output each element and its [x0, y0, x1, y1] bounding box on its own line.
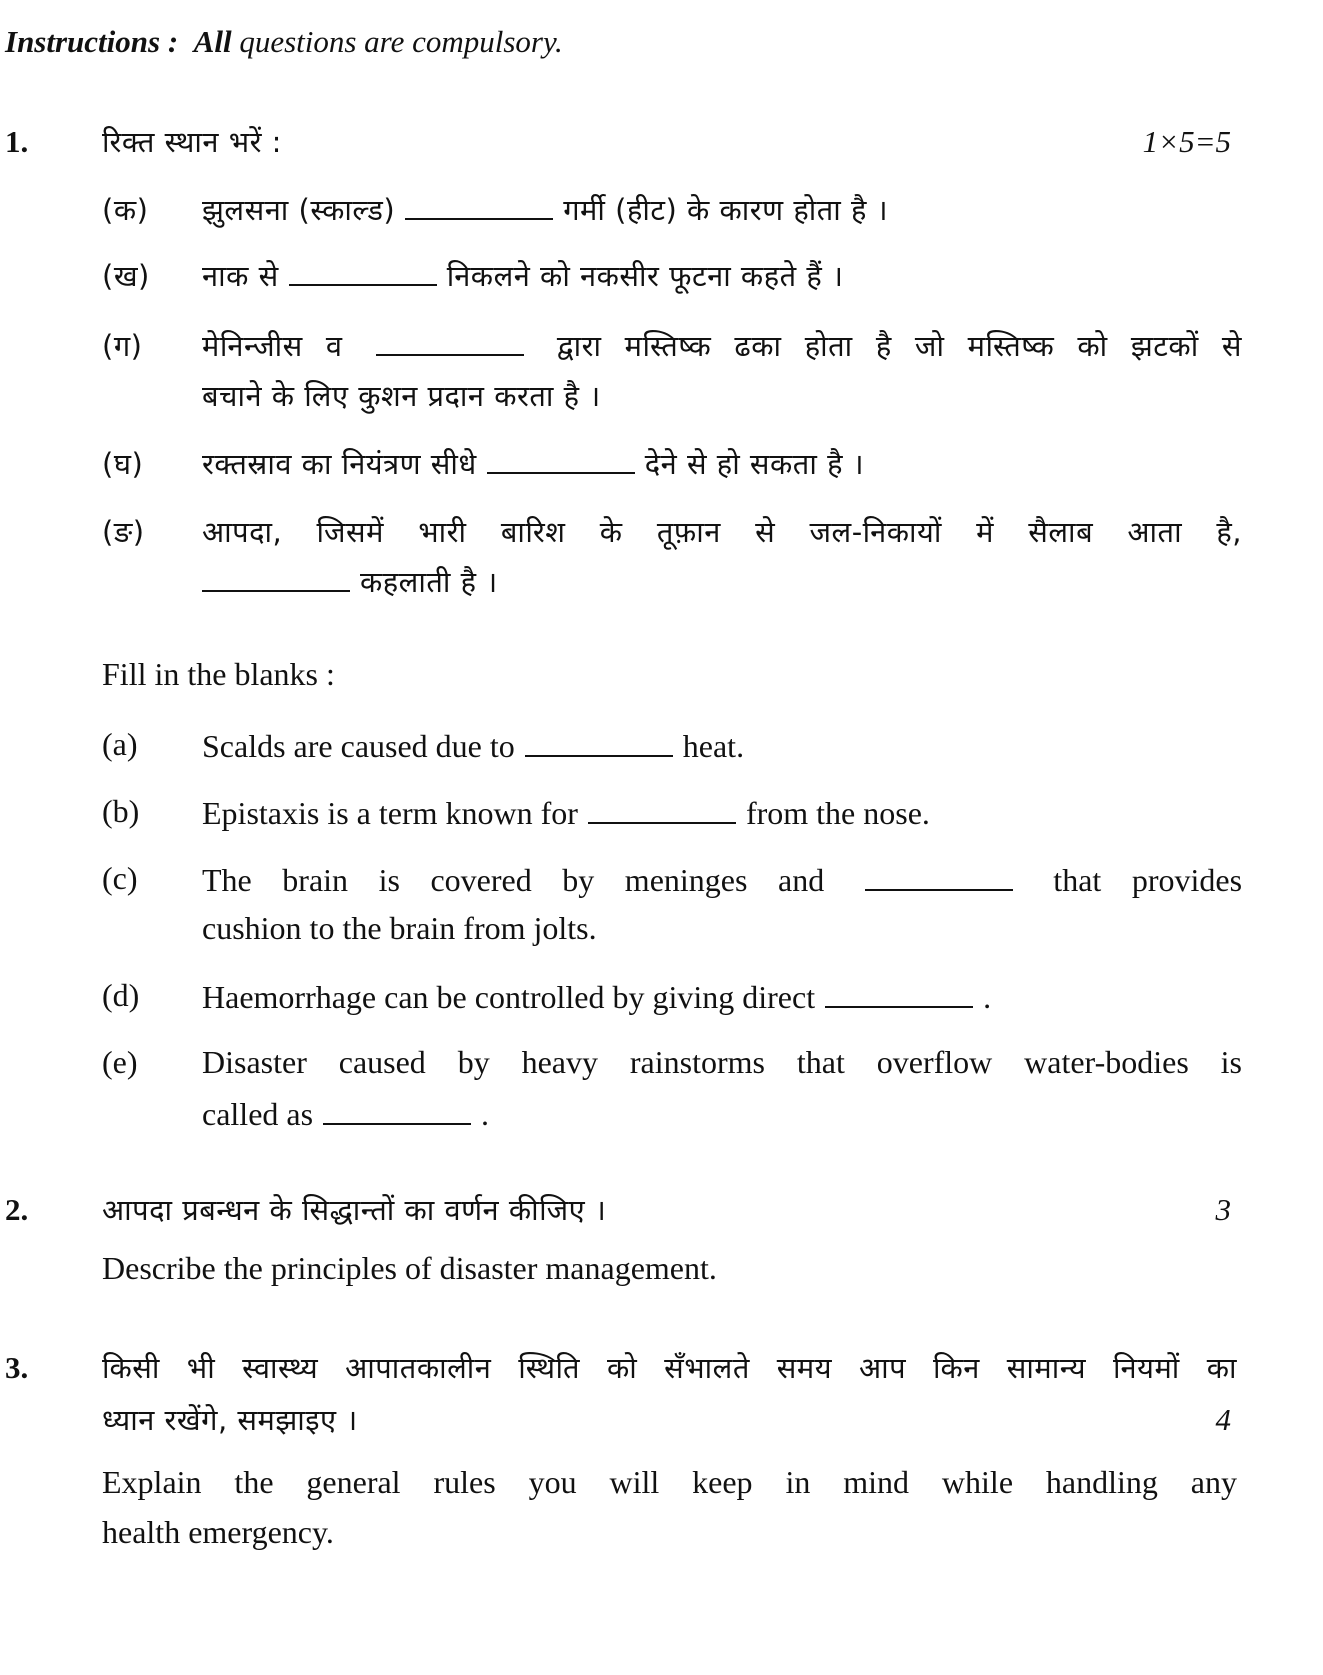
- item-text: .: [983, 978, 992, 1015]
- question-marks: 1×5=5: [1142, 124, 1231, 159]
- item-text: Haemorrhage can be controlled by giving direct: [202, 978, 816, 1015]
- item-text: Epistaxis is a term known for: [202, 794, 578, 831]
- item-text: देने से हो सकता है ।: [644, 447, 865, 481]
- fill-blank-item: [202, 444, 864, 483]
- fill-blank-item: आपदा, जिसमें भारी बारिश के तूफ़ान से जल-निकायों में सैलाब आता है,: [202, 515, 1242, 549]
- answer-blank[interactable]: [202, 564, 350, 592]
- fill-blank-item: [202, 190, 888, 229]
- answer-blank[interactable]: [588, 793, 736, 824]
- question-text-hindi-continued: ध्यान रखेंगे, समझाइए ।: [102, 1403, 358, 1437]
- fill-blank-item: [202, 726, 744, 765]
- answer-blank[interactable]: [865, 860, 1013, 891]
- question-text-hindi: किसी भी स्वास्थ्य आपातकालीन स्थिति को सँभालते समय आप किन सामान्य नियमों का: [102, 1351, 1237, 1385]
- fill-blank-item: [202, 860, 1242, 899]
- question-text-english: Explain the general rules you will keep in mind while handling any: [102, 1464, 1237, 1500]
- item-text: द्वारा मस्तिष्क ढका होता है जो मस्तिष्क को झटकों से: [556, 329, 1242, 363]
- item-label: (e): [102, 1044, 138, 1080]
- answer-blank[interactable]: [289, 258, 437, 286]
- question-marks: 3: [1215, 1192, 1231, 1227]
- answer-blank[interactable]: [487, 446, 635, 474]
- answer-blank[interactable]: [525, 726, 673, 757]
- instructions-text: questions are compulsory.: [239, 24, 563, 59]
- item-text: called as: [202, 1095, 314, 1132]
- fill-blank-item-continued: [202, 1094, 489, 1133]
- item-text: नाक से: [202, 259, 279, 293]
- item-label: (a): [102, 726, 138, 762]
- item-text: निकलने को नकसीर फूटना कहते हैं ।: [446, 259, 844, 293]
- fill-blank-item: [202, 977, 991, 1016]
- item-label: (b): [102, 793, 140, 829]
- item-text: मेनिन्जीस व: [202, 329, 343, 363]
- item-label: (ख): [102, 259, 150, 293]
- item-text: .: [481, 1095, 490, 1132]
- question-heading-english: Fill in the blanks :: [102, 656, 335, 692]
- fill-blank-item: Disaster caused by heavy rainstorms that overflow water-bodies is: [202, 1044, 1242, 1080]
- instructions: [5, 24, 563, 60]
- question-text-hindi: आपदा प्रबन्धन के सिद्धान्तों का वर्णन कीजिए ।: [102, 1193, 607, 1227]
- instructions-label: Instructions :: [5, 24, 179, 59]
- question-text-english-continued: health emergency.: [102, 1514, 334, 1550]
- item-text: कहलाती है ।: [360, 565, 498, 599]
- answer-blank[interactable]: [376, 328, 524, 356]
- item-text: from the nose.: [745, 794, 930, 831]
- fill-blank-item: [202, 326, 1242, 365]
- answer-blank[interactable]: [825, 977, 973, 1008]
- item-label: (ग): [102, 329, 143, 363]
- answer-blank[interactable]: [405, 192, 553, 220]
- item-text: Scalds are caused due to: [202, 727, 515, 764]
- item-label: (घ): [102, 447, 144, 481]
- question-number: 1.: [5, 124, 29, 159]
- item-text-continued: cushion to the brain from jolts.: [202, 910, 597, 946]
- item-text: झुलसना (स्काल्ड): [202, 193, 396, 227]
- item-text: गर्मी (हीट) के कारण होता है ।: [563, 193, 889, 227]
- question-heading-hindi: रिक्त स्थान भरें :: [102, 125, 282, 159]
- item-label: (ङ): [102, 515, 145, 549]
- item-text-continued: बचाने के लिए कुशन प्रदान करता है ।: [202, 379, 601, 413]
- item-label: (c): [102, 860, 138, 896]
- instructions-bold-word: All: [193, 24, 232, 59]
- item-text: रक्तस्राव का नियंत्रण सीधे: [202, 447, 477, 481]
- item-text: heat.: [682, 727, 745, 764]
- question-text-english: Describe the principles of disaster management.: [102, 1250, 717, 1286]
- fill-blank-item: [202, 793, 930, 832]
- question-marks: 4: [1215, 1402, 1231, 1437]
- answer-blank[interactable]: [323, 1094, 471, 1125]
- question-number: 2.: [5, 1192, 29, 1227]
- fill-blank-item: [202, 256, 843, 295]
- item-text: The brain is covered by meninges and: [202, 861, 825, 898]
- item-label: (d): [102, 977, 140, 1013]
- item-text: that provides: [1053, 861, 1243, 898]
- item-label: (क): [102, 193, 149, 227]
- question-number: 3.: [5, 1350, 29, 1385]
- fill-blank-item-continued: [202, 562, 498, 601]
